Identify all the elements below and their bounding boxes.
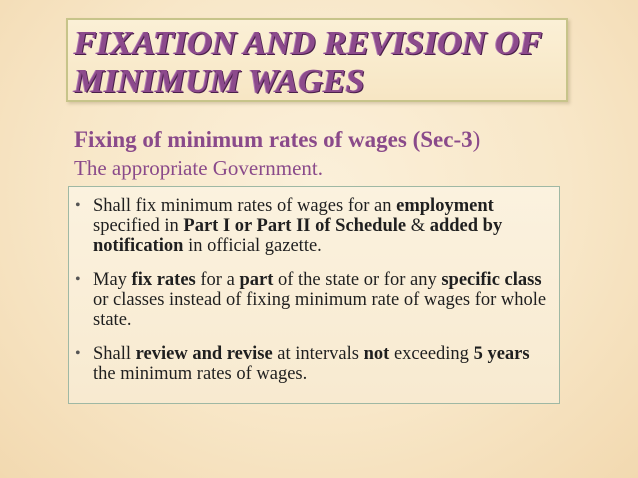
bullet-text-bold: not [363,344,390,364]
bullet-dot-icon: • [75,345,81,362]
bullet-text-bold: specific class [441,270,542,290]
bullet-text-bold: review and revise [135,344,273,364]
bullet-item [69,196,559,256]
bullet-text: at intervals [272,344,364,364]
bullet-text: exceeding [389,344,474,364]
bullet-item [69,270,559,330]
bullet-list [69,196,559,398]
section-heading-text: Fixing of minimum rates of wages (Sec-3 [74,127,473,152]
bullet-text: the minimum rates of wages. [93,364,308,384]
bullet-text: specified in [93,216,184,236]
bullet-dot-icon: • [75,197,81,214]
bullet-text: Shall [93,344,136,364]
bullet-text-bold: added by notification [93,216,503,256]
bullet-text-bold: employment [396,196,494,216]
bullet-dot-icon: • [75,271,81,288]
section-heading-paren: ) [472,127,481,152]
bullet-text: & [406,216,430,236]
bullet-text-bold: part [239,270,274,290]
bullet-text: in official gazette. [183,236,322,256]
bullet-text-bold: 5 years [473,344,530,364]
bullet-text: of the state or for any [273,270,442,290]
section-heading [74,126,480,154]
section-subline: The appropriate Government. [74,156,323,180]
bullet-text: or classes instead of fixing minimum rate of wages for whole state. [93,290,547,330]
slide-title-line-1: FIXATION AND REVISION OF [74,25,543,62]
bullet-text-bold: Part I or Part II of Schedule [183,216,407,236]
bullet-text: May [93,270,132,290]
bullet-item [69,344,559,384]
bullet-text: for a [195,270,240,290]
title-box [66,18,568,102]
bullet-text: Shall fix minimum rates of wages for an [93,196,397,216]
bullet-content-box [68,186,560,404]
bullet-text-bold: fix rates [131,270,196,290]
slide-title-line-2: MINIMUM WAGES [74,63,365,100]
